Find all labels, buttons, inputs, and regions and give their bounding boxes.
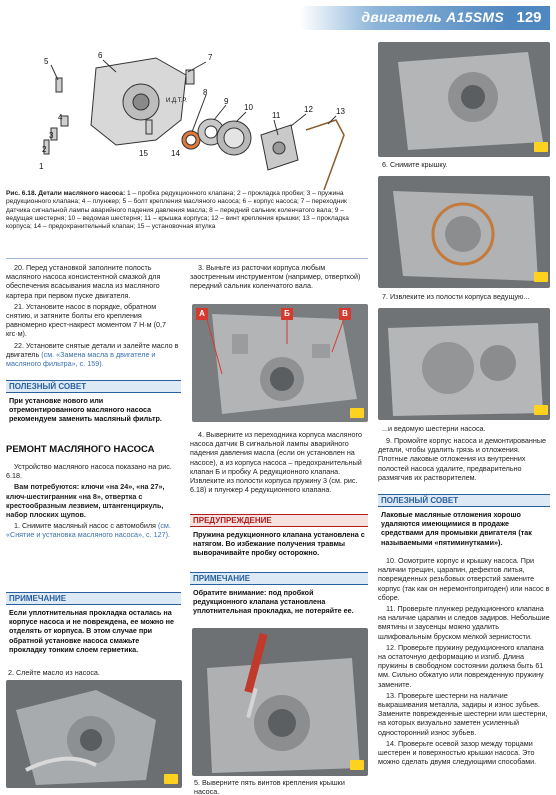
- callout-4: 4: [58, 113, 63, 122]
- oil-pump-exploded-diagram: [6, 40, 368, 190]
- right-column-steps: [378, 556, 550, 768]
- repair-step-1: [6, 521, 181, 539]
- callout-7: 7: [208, 53, 213, 62]
- callout-6: 6: [98, 51, 103, 60]
- callout-13: 13: [336, 107, 345, 116]
- repair-step-1-link[interactable]: (см. «Снятие и установка масляного насоса», с. 127).: [6, 521, 171, 540]
- page-number: 129: [508, 6, 550, 30]
- step-13: 13. Проверьте шестерни на наличие выкрашивания металла, задиры и износ зубьев. Замените поврежденные шестерни или шестерни, на которых визуально заметен усиленный односторонний износ зубьев.: [378, 690, 548, 737]
- callout-11: 11: [272, 111, 281, 120]
- photo-pump-sensor: [192, 304, 368, 422]
- left-column-text-repair: [6, 462, 181, 542]
- step-9: 9. Промойте корпус насоса и демонтированные детали, чтобы удалить грязь и отложения. Плотные лаковые отложения из внутренних полостей насоса удалите, предварительно размягчив их растворителем.: [378, 436, 547, 482]
- step-6-caption: 6. Снимите крышку.: [382, 160, 448, 169]
- right-tip-box: [378, 494, 550, 550]
- photo-drive-gear-badge: [534, 272, 548, 282]
- warning-box: [190, 514, 368, 561]
- figure-caption: [6, 190, 368, 231]
- step-12: 12. Проверьте пружину редукционного клапана на остаточную деформацию и изгиб. Длина пружины в свободном состоянии должна быть 61 мм. Сильно обжатую или поврежденную пружину замените.: [378, 642, 544, 689]
- photo-drain-oil: [6, 680, 182, 788]
- photo-remove-cover-badge: [534, 142, 548, 152]
- figure-caption-text: 1 – пробка редукционного клапана; 2 – прокладка пробки; 3 – пружина редукционного клапана; 4 – плунжер; 5 – болт крепления масляного насоса; 6 – корпус насоса; 7 – переходник датчика сигнальной лампы аварийного падения давления масла; 8 – передний сальник коленчатого вала; 9 – ведущая шестерня; 10 – ведомая шестерня; 11 – крышка корпуса; 12 – винт крепления крышки; 13 – прокладка корпуса; 14 – предохранительный клапан; 15 – установочная втулка: [6, 190, 349, 231]
- step-14: 14. Проверьте осевой зазор между торцами шестерен и поверхностью крышки насоса. Это можно сделать двумя следующими способами.: [378, 738, 537, 767]
- step-21: 21. Установите насос в порядке, обратном снятию, и затяните болты его крепления равномерно крест-накрест моментом 7 Н·м (0,7 кгс·м).: [6, 301, 166, 339]
- tag-v: В: [339, 308, 351, 320]
- callout-9: 9: [224, 97, 229, 106]
- repair-step-1-text: 1. Снимите масляный насос с автомобиля: [14, 521, 156, 531]
- photo-drive-gear: [378, 176, 550, 288]
- middle-note-title: ПРИМЕЧАНИЕ: [190, 572, 368, 585]
- callout-15: 15: [139, 149, 148, 158]
- step-11: 11. Проверьте плунжер редукционного клапана на наличие царапин и следов задиров. Небольшие вмятины и заусенцы можно удалить шлифовальным бруском мелкой зернистости.: [378, 604, 550, 641]
- step-10: 10. Осмотрите корпус и крышку насоса. При наличии трещин, царапин, дефектов литья, поврежденных резьбовых отверстий замените корпус (так как он неремонтопригоден) или насос в сборе.: [378, 556, 550, 602]
- tag-b: Б: [281, 308, 293, 320]
- tip-title: ПОЛЕЗНЫЙ СОВЕТ: [6, 380, 181, 393]
- middle-note-box: [190, 572, 368, 619]
- photo-drain-oil-badge: [164, 774, 178, 784]
- photo-cover-screws-badge: [350, 760, 364, 770]
- note-title: ПРИМЕЧАНИЕ: [6, 592, 181, 605]
- right-step-9: [378, 436, 550, 484]
- diagram-tag: И.Д.Т.Р.: [166, 98, 187, 104]
- note-body: Если уплотнительная прокладка осталась на корпусе насоса и не повреждена, ее можно не отделять от корпуса. В этом случае при обратной установке насоса смажьте прокладку тонким слоем герметика.: [9, 608, 174, 654]
- repair-intro: Устройство масляного насоса показано на рис. 6.18.: [6, 462, 172, 481]
- right-tip-title: ПОЛЕЗНЫЙ СОВЕТ: [378, 494, 550, 507]
- tag-a: А: [196, 308, 208, 320]
- middle-step-4: [190, 430, 368, 496]
- left-column-text-top: [6, 263, 181, 370]
- figure-caption-label: Рис. 6.18. Детали масляного насоса:: [6, 190, 126, 197]
- warning-body: Пружина редукционного клапана установлена с натягом. Во избежание получения травмы выворачивайте пробку осторожно.: [193, 530, 365, 558]
- step-7-caption: 7. Извлеките из полости корпуса ведущую...: [382, 292, 530, 301]
- photo-driven-gear-badge: [534, 405, 548, 415]
- middle-step-3: [190, 263, 368, 293]
- callout-14: 14: [171, 149, 180, 158]
- step-20: 20. Перед установкой заполните полость масляного насоса консистентной смазкой для обеспечения всасывания масла из масляного картера при первом пуске двигателя.: [6, 263, 161, 300]
- left-tip-box: [6, 380, 181, 427]
- page-header: [0, 0, 556, 32]
- callout-1: 1: [39, 162, 44, 171]
- warning-title: ПРЕДУПРЕЖДЕНИЕ: [190, 514, 368, 527]
- middle-note-body: Обратите внимание: под пробкой редукционного клапана установлена уплотнительная прокладка, не потеряйте ее.: [193, 588, 354, 616]
- step-22: [6, 341, 181, 369]
- step-3: 3. Выньте из расточки корпуса любым заостренным инструментом (например, отверткой) передний сальник коленчатого вала.: [190, 263, 361, 291]
- callout-8: 8: [203, 88, 208, 97]
- step-5-caption: 5. Выверните пять винтов крепления крышки насоса.: [194, 778, 345, 795]
- repair-tools: Вам потребуются: ключи «на 24», «на 27», ключ-шестигранник «на 8», отвертка с крестообразным лезвием, штангенциркуль, набор плоских щупов.: [6, 482, 165, 520]
- step-22-link[interactable]: (см. «Замена масла в двигателе и масляного фильтра», с. 159).: [6, 349, 156, 369]
- step-2-caption: 2. Слейте масло из насоса.: [8, 668, 100, 677]
- right-tip-body: Лаковые масляные отложения хорошо удаляются имеющимися в продаже средствами для промывки двигателя (так называемыми «пятиминутками»).: [381, 510, 532, 547]
- caption-divider: [6, 258, 368, 259]
- callout-12: 12: [304, 105, 313, 114]
- repair-heading: РЕМОНТ МАСЛЯНОГО НАСОСА: [6, 444, 155, 455]
- photo-driven-gear: [378, 308, 550, 420]
- left-note-box: [6, 592, 181, 657]
- photo-cover-screws: [192, 628, 368, 776]
- step-22-text: 22. Установите снятые детали и залейте масло в двигатель: [6, 340, 179, 359]
- photo-remove-cover: [378, 42, 550, 157]
- chapter-title: двигатель A15SMS: [361, 9, 504, 25]
- step-8-caption: ...и ведомую шестерни насоса.: [382, 424, 486, 433]
- callout-3: 3: [49, 131, 54, 140]
- callout-5: 5: [44, 57, 49, 66]
- photo-pump-sensor-badge: [350, 408, 364, 418]
- tip-body: При установке нового или отремонтированного масляного насоса рекомендуем заменить масляный фильтр.: [9, 396, 162, 424]
- step-4: 4. Выверните из переходника корпуса масляного насоса датчик В сигнальной лампы аварийного падения давления масла (если он установлен на насосе), а из корпуса насоса – предохранительный клапан Б и пробку А редукционного клапана. Извлеките из полости корпуса пружину 3 (см. рис. 6.18) и плунжер 4 редукционного клапана.: [190, 430, 362, 495]
- callout-2: 2: [42, 145, 47, 154]
- callout-10: 10: [244, 103, 253, 112]
